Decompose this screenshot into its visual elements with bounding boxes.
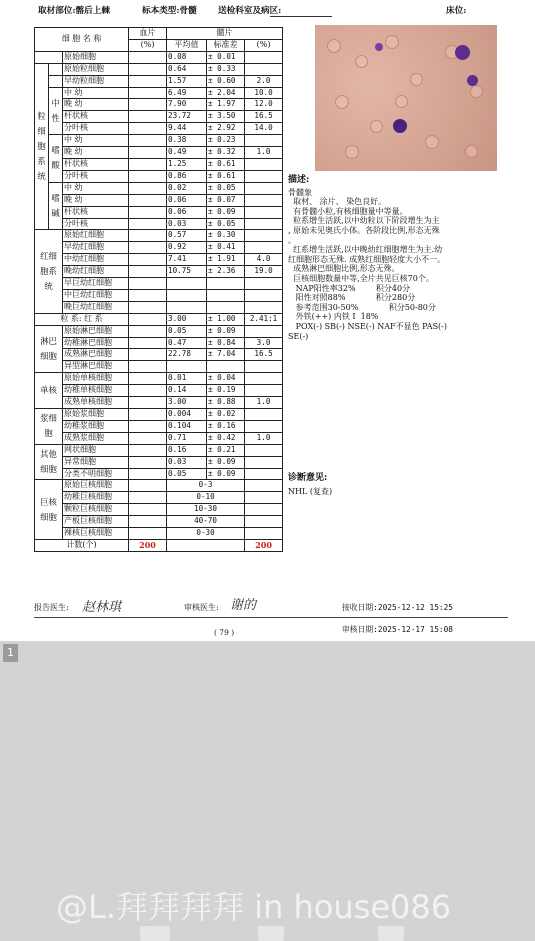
table-row (35, 218, 283, 230)
report-doctor-label: 报告医生: (34, 603, 69, 612)
std-dev (207, 289, 245, 301)
cell-name: 原始细胞 (63, 51, 129, 63)
blood-pct (129, 170, 167, 182)
cell-name: 分类不明细胞 (63, 468, 129, 480)
table-row (35, 456, 283, 468)
blood-pct (129, 516, 167, 528)
blood-pct (129, 349, 167, 361)
group-blank (35, 51, 63, 63)
cell-name: 晚幼红细胞 (63, 266, 129, 278)
cell-name: 杆状核 (63, 111, 129, 123)
marrow-pct: 16.5 (245, 111, 283, 123)
cell-name: 原始粒细胞 (63, 63, 129, 75)
cell-name: 杆状核 (63, 158, 129, 170)
cell-name: 原始单核细胞 (63, 373, 129, 385)
blood-pct (129, 528, 167, 540)
table-row (35, 289, 283, 301)
table-row (35, 444, 283, 456)
group-blank (49, 63, 63, 75)
table-row (35, 492, 283, 504)
table-row (35, 278, 283, 290)
table-row (35, 325, 283, 337)
diagnosis-section (288, 470, 488, 497)
std-dev: ± 0.01 (207, 51, 245, 63)
std-dev: ± 1.91 (207, 254, 245, 266)
marrow-pct: 1.0 (245, 432, 283, 444)
cell-name: 早巨幼红细胞 (63, 278, 129, 290)
std-dev: ± 0.42 (207, 432, 245, 444)
std-dev: ± 0.05 (207, 218, 245, 230)
mean-value: 0.49 (167, 147, 207, 159)
std-dev: ± 0.32 (207, 147, 245, 159)
count-blank (167, 539, 245, 551)
cell-name: 颗粒巨核细胞 (63, 504, 129, 516)
mean-value: 0.57 (167, 230, 207, 242)
cell-name: 异常细胞 (63, 456, 129, 468)
cell-name: 杆状核 (63, 206, 129, 218)
mean-value (167, 301, 207, 313)
marrow-pct (245, 456, 283, 468)
std-dev: ± 0.21 (207, 444, 245, 456)
cell-name: 中 幼 (63, 182, 129, 194)
toolbar-ghost-icon (140, 926, 170, 941)
marrow-pct: 1.0 (245, 147, 283, 159)
cell-name: 网状细胞 (63, 444, 129, 456)
table-row (35, 182, 283, 194)
cell-name: 幼稚单核细胞 (63, 385, 129, 397)
table-header-row (35, 28, 283, 40)
mean-value: 10.75 (167, 266, 207, 278)
blood-pct (129, 254, 167, 266)
cell-name: 幼稚淋巴细胞 (63, 337, 129, 349)
marrow-pct (245, 444, 283, 456)
blood-pct (129, 373, 167, 385)
cell-name: 异型淋巴细胞 (63, 361, 129, 373)
marrow-pct (245, 373, 283, 385)
blood-pct (129, 135, 167, 147)
marrow-pct (245, 289, 283, 301)
reference-range: 0-30 (167, 528, 245, 540)
blood-pct (129, 158, 167, 170)
cell-name: 中幼红细胞 (63, 254, 129, 266)
marrow-pct (245, 194, 283, 206)
marrow-pct (245, 361, 283, 373)
table-row (35, 51, 283, 63)
table-row (35, 230, 283, 242)
marrow-pct (245, 278, 283, 290)
marrow-pct (245, 182, 283, 194)
mean-value: 3.00 (167, 397, 207, 409)
table-row (35, 397, 283, 409)
marrow-pct (245, 480, 283, 492)
table-row (35, 420, 283, 432)
blood-pct (129, 480, 167, 492)
marrow-pct (245, 325, 283, 337)
std-dev (207, 301, 245, 313)
marrow-pct (245, 63, 283, 75)
watermark-text: @L.拜拜拜拜 in house086 (56, 888, 452, 926)
std-dev: ± 0.09 (207, 206, 245, 218)
header-marrow-pct: (%) (245, 39, 283, 51)
table-row (35, 111, 283, 123)
std-dev: ± 1.00 (207, 313, 245, 325)
std-dev: ± 0.84 (207, 337, 245, 349)
mean-value: 0.08 (167, 51, 207, 63)
header-mean: 平均值 (167, 39, 207, 51)
cell-name: 早幼粒细胞 (63, 75, 129, 87)
mean-value: 0.14 (167, 385, 207, 397)
blood-pct (129, 63, 167, 75)
blood-pct (129, 266, 167, 278)
blood-pct (129, 206, 167, 218)
blood-pct (129, 289, 167, 301)
mean-value: 0.71 (167, 432, 207, 444)
cell-count-table (34, 27, 283, 552)
mean-value: 0.03 (167, 456, 207, 468)
header-sd: 标准差 (207, 39, 245, 51)
toolbar-ghost-icon (378, 926, 404, 941)
table-row (35, 480, 283, 492)
std-dev: ± 1.97 (207, 99, 245, 111)
std-dev: ± 0.19 (207, 385, 245, 397)
cell-name: 中巨幼红细胞 (63, 289, 129, 301)
group-eosinophil: 嗜酸 (49, 135, 63, 183)
blood-pct (129, 385, 167, 397)
mean-value: 0.05 (167, 325, 207, 337)
table-row (35, 123, 283, 135)
count-row (35, 539, 283, 551)
std-dev: ± 0.41 (207, 242, 245, 254)
marrow-pct (245, 504, 283, 516)
blood-pct (129, 313, 167, 325)
std-dev: ± 2.36 (207, 266, 245, 278)
cell-name: 分叶核 (63, 123, 129, 135)
std-dev: ± 2.04 (207, 87, 245, 99)
blood-pct (129, 397, 167, 409)
std-dev: ± 0.04 (207, 373, 245, 385)
blood-pct (129, 147, 167, 159)
cell-name: 原始红细胞 (63, 230, 129, 242)
mean-value: 1.57 (167, 75, 207, 87)
std-dev: ± 0.33 (207, 63, 245, 75)
cell-name: 分叶核 (63, 218, 129, 230)
group-plasma: 浆细胞 (35, 409, 63, 445)
mean-value: 0.03 (167, 218, 207, 230)
diagnosis-title: 诊断意见: (288, 473, 328, 483)
table-row (35, 409, 283, 421)
cell-name: 成熟淋巴细胞 (63, 349, 129, 361)
mean-value: 1.25 (167, 158, 207, 170)
blood-pct (129, 230, 167, 242)
cell-name: 产板巨核细胞 (63, 516, 129, 528)
std-dev: ± 0.09 (207, 456, 245, 468)
group-basophil: 嗜碱 (49, 182, 63, 230)
cell-name: 中 幼 (63, 87, 129, 99)
mean-value: 0.16 (167, 444, 207, 456)
mean-value: 0.104 (167, 420, 207, 432)
cell-name: 晚 幼 (63, 194, 129, 206)
marrow-pct (245, 301, 283, 313)
page-number-badge[interactable]: 1 (3, 644, 18, 662)
blood-pct (129, 182, 167, 194)
blood-pct (129, 75, 167, 87)
header-blood: 血片 (129, 28, 167, 40)
marrow-pct: 2.41:1 (245, 313, 283, 325)
table-row (35, 349, 283, 361)
marrow-pct (245, 206, 283, 218)
std-dev: ± 0.05 (207, 182, 245, 194)
description-title: 描述: (288, 175, 310, 185)
toolbar-ghost-icon (258, 926, 284, 941)
report-doctor-signature: 赵林琪 (82, 600, 122, 615)
mean-value: 0.06 (167, 194, 207, 206)
cell-name: 晚 幼 (63, 99, 129, 111)
table-row (35, 147, 283, 159)
table-row (35, 301, 283, 313)
marrow-pct (245, 409, 283, 421)
marrow-pct: 4.0 (245, 254, 283, 266)
mean-value: 3.00 (167, 313, 207, 325)
std-dev: ± 0.02 (207, 409, 245, 421)
receive-date: 接收日期:2025-12-12 15:25 (342, 603, 453, 612)
std-dev: ± 0.88 (207, 397, 245, 409)
table-row (35, 528, 283, 540)
mean-value: 23.72 (167, 111, 207, 123)
blood-pct (129, 420, 167, 432)
blood-pct (129, 504, 167, 516)
mean-value: 0.06 (167, 206, 207, 218)
mean-value: 0.38 (167, 135, 207, 147)
marrow-pct (245, 420, 283, 432)
blood-pct (129, 194, 167, 206)
marrow-pct (245, 516, 283, 528)
marrow-pct: 10.0 (245, 87, 283, 99)
mean-value: 0.47 (167, 337, 207, 349)
bed: 床位: (446, 6, 467, 16)
marrow-pct (245, 468, 283, 480)
group-blank (49, 75, 63, 87)
cell-name: 分叶核 (63, 170, 129, 182)
marrow-pct: 14.0 (245, 123, 283, 135)
marrow-pct: 12.0 (245, 99, 283, 111)
table-row (35, 516, 283, 528)
group-other: 其他细胞 (35, 444, 63, 480)
header-cell-name: 细 胞 名 称 (35, 28, 129, 52)
marrow-pct (245, 218, 283, 230)
std-dev: ± 0.61 (207, 170, 245, 182)
blood-pct (129, 337, 167, 349)
table-row (35, 170, 283, 182)
std-dev (207, 361, 245, 373)
cell-name: 幼稚浆细胞 (63, 420, 129, 432)
mean-value: 7.41 (167, 254, 207, 266)
cell-name: 成熟浆细胞 (63, 432, 129, 444)
table-row (35, 63, 283, 75)
marrow-pct (245, 170, 283, 182)
header-blood-pct: (%) (129, 39, 167, 51)
std-dev: ± 0.07 (207, 194, 245, 206)
reference-range: 10-30 (167, 504, 245, 516)
header-marrow: 髓片 (167, 28, 283, 40)
table-row (35, 242, 283, 254)
sample-site: 取材部位:髂后上棘 (38, 6, 110, 16)
cell-name: 幼稚巨核细胞 (63, 492, 129, 504)
std-dev: ± 0.60 (207, 75, 245, 87)
std-dev: ± 0.30 (207, 230, 245, 242)
marrow-pct (245, 51, 283, 63)
reference-range: 40-70 (167, 516, 245, 528)
count-label: 计数(个) (35, 539, 129, 551)
std-dev: ± 0.09 (207, 325, 245, 337)
marrow-pct: 3.0 (245, 337, 283, 349)
group-granulocyte: 粒细胞系统 (35, 63, 49, 230)
blood-pct (129, 444, 167, 456)
table-row (35, 206, 283, 218)
blood-pct (129, 468, 167, 480)
page-note: ( 79 ) (214, 628, 235, 637)
mean-value: 22.78 (167, 349, 207, 361)
blood-pct (129, 409, 167, 421)
count-blood: 200 (129, 539, 167, 551)
cell-name: 粒 系: 红 系 (35, 313, 129, 325)
marrow-pct (245, 528, 283, 540)
count-marrow: 200 (245, 539, 283, 551)
blood-pct (129, 87, 167, 99)
blood-pct (129, 99, 167, 111)
table-row (35, 373, 283, 385)
mean-value: 0.92 (167, 242, 207, 254)
mean-value: 0.86 (167, 170, 207, 182)
mean-value (167, 278, 207, 290)
marrow-pct (245, 230, 283, 242)
cell-name: 晚 幼 (63, 147, 129, 159)
std-dev: ± 0.09 (207, 468, 245, 480)
mean-value: 7.90 (167, 99, 207, 111)
cell-name: 中 幼 (63, 135, 129, 147)
table-row (35, 75, 283, 87)
mean-value: 0.64 (167, 63, 207, 75)
diagnosis-text: NHL (复查) (288, 487, 333, 496)
group-lymphocyte: 淋巴细胞 (35, 325, 63, 373)
table-row (35, 385, 283, 397)
std-dev: ± 2.92 (207, 123, 245, 135)
marrow-pct (245, 385, 283, 397)
std-dev: ± 7.04 (207, 349, 245, 361)
review-doctor-label: 审核医生: (184, 603, 219, 612)
table-row (35, 158, 283, 170)
table-row (35, 194, 283, 206)
group-megakaryocyte: 巨核细胞 (35, 480, 63, 540)
review-date: 审核日期:2025-12-17 15:08 (342, 625, 453, 634)
marrow-pct (245, 492, 283, 504)
cell-name: 早幼红细胞 (63, 242, 129, 254)
blood-pct (129, 218, 167, 230)
table-row (35, 313, 283, 325)
table-row (35, 99, 283, 111)
reference-range: 0-3 (167, 480, 245, 492)
table-row (35, 266, 283, 278)
group-neutrophil: 中性 (49, 87, 63, 135)
marrow-pct (245, 158, 283, 170)
blood-pct (129, 123, 167, 135)
review-doctor-signature: 谢的 (230, 598, 257, 613)
std-dev: ± 0.23 (207, 135, 245, 147)
table-row (35, 135, 283, 147)
blood-pct (129, 111, 167, 123)
blood-pct (129, 456, 167, 468)
cell-name: 成熟单核细胞 (63, 397, 129, 409)
cell-name: 原始浆细胞 (63, 409, 129, 421)
cell-name: 原始巨核细胞 (63, 480, 129, 492)
blood-pct (129, 325, 167, 337)
reference-range: 0-10 (167, 492, 245, 504)
mean-value: 0.004 (167, 409, 207, 421)
description-text: 骨髓象 取材、 涂片、 染色良好。 有骨髓小粒,有核细胞量中等量。 粒系增生活跃,以中幼粒以下阶段增生为主 , 原始未见奥氏小体。各阶段比例,形态无殊 。 红系增生活跃,以中晚幼红细胞增生为主.幼 红细胞形态无殊. 成熟红细胞轻度大小不一。 成熟淋巴细胞比例,形态无殊。 巨核细胞数量中等,全片共见巨核70个。 NAP阳性率32% 积分40分 阳性对照88% 积分280分 参考范围30-50% 积分50-80分 外铁(++) 内铁 I 18% POX(-) SB(-) NSE(-) NAF不显色 PAS(-) SE(-) (288, 187, 448, 341)
marrow-pct: 1.0 (245, 397, 283, 409)
mean-value: 0.05 (167, 468, 207, 480)
cell-name: 裸核巨核细胞 (63, 528, 129, 540)
table-row (35, 254, 283, 266)
mean-value: 0.01 (167, 373, 207, 385)
blood-pct (129, 278, 167, 290)
department-line (270, 16, 332, 17)
std-dev: ± 0.16 (207, 420, 245, 432)
sample-type: 标本类型:骨髓 (142, 6, 197, 16)
cell-name: 原始淋巴细胞 (63, 325, 129, 337)
marrow-smear-photo (315, 25, 497, 171)
marrow-pct (245, 242, 283, 254)
blood-pct (129, 242, 167, 254)
cell-name: 晚巨幼红细胞 (63, 301, 129, 313)
marrow-pct (245, 135, 283, 147)
std-dev: ± 0.61 (207, 158, 245, 170)
marrow-pct: 2.0 (245, 75, 283, 87)
blood-pct (129, 432, 167, 444)
mean-value (167, 289, 207, 301)
mean-value: 6.49 (167, 87, 207, 99)
mean-value (167, 361, 207, 373)
std-dev (207, 278, 245, 290)
table-row (35, 87, 283, 99)
mean-value: 9.44 (167, 123, 207, 135)
table-row (35, 361, 283, 373)
footer-divider (34, 617, 508, 618)
table-row (35, 432, 283, 444)
marrow-pct: 19.0 (245, 266, 283, 278)
marrow-pct: 16.5 (245, 349, 283, 361)
std-dev: ± 3.50 (207, 111, 245, 123)
department: 送检科室及病区: (218, 6, 282, 16)
table-row (35, 468, 283, 480)
table-row (35, 337, 283, 349)
table-row (35, 504, 283, 516)
description-section (288, 176, 500, 341)
mean-value: 0.02 (167, 182, 207, 194)
blood-pct (129, 361, 167, 373)
group-monocyte: 单核 (35, 373, 63, 409)
blood-pct (129, 492, 167, 504)
blood-pct (129, 301, 167, 313)
blood-pct (129, 51, 167, 63)
group-erythroid: 红细胞系统 (35, 230, 63, 313)
